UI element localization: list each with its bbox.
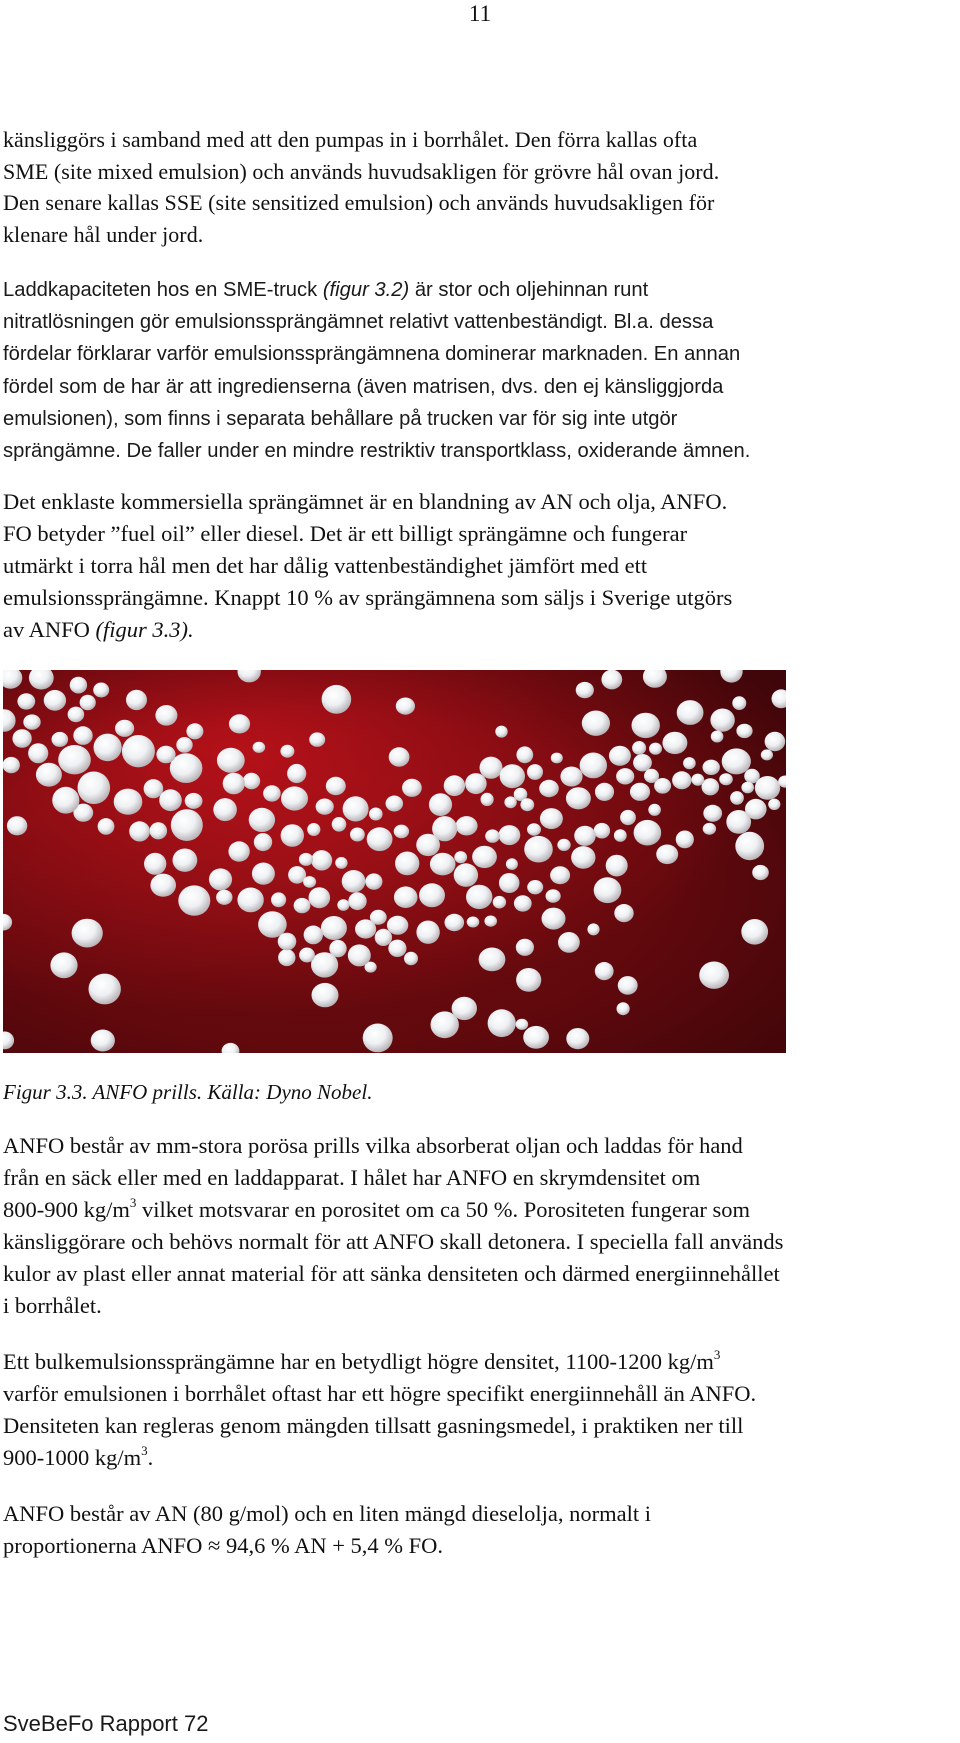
prill bbox=[395, 852, 419, 876]
text-line: utmärkt i torra hål men det har dålig vattenbeständighet jämfört med ett bbox=[3, 553, 648, 578]
prill bbox=[388, 940, 406, 957]
prill bbox=[444, 775, 465, 796]
prill bbox=[499, 825, 521, 845]
prill bbox=[672, 771, 691, 789]
prill bbox=[299, 948, 315, 963]
prill bbox=[618, 976, 638, 995]
prill bbox=[129, 821, 150, 841]
prill bbox=[171, 809, 203, 841]
prill bbox=[630, 783, 650, 801]
prill bbox=[243, 773, 260, 789]
prill bbox=[571, 846, 595, 869]
prill bbox=[58, 745, 91, 774]
prill bbox=[594, 823, 610, 839]
prill bbox=[703, 823, 716, 835]
prill bbox=[94, 734, 122, 762]
text-line: Densiteten kan regleras genom mängden tillsatt gasningsmedel, i praktiken ner till bbox=[3, 1413, 744, 1438]
prill bbox=[644, 769, 659, 783]
page-number: 11 bbox=[468, 1, 492, 26]
prill bbox=[17, 693, 35, 709]
text-line bbox=[3, 614, 958, 646]
prill bbox=[217, 748, 245, 773]
prill bbox=[355, 919, 376, 938]
prill bbox=[350, 828, 365, 842]
prill bbox=[456, 816, 478, 835]
text-line: känsliggörs i samband med att den pumpas in i borrhålet. Den förra kallas ofta bbox=[3, 127, 698, 152]
paragraph-anfo-composition bbox=[3, 1498, 958, 1562]
prill bbox=[307, 823, 320, 836]
prill bbox=[229, 714, 250, 733]
text-line bbox=[3, 1346, 958, 1378]
text-line: fördelar förklarar varför emulsionssprängämnena dominerar marknaden. En annan bbox=[3, 343, 741, 366]
prill bbox=[44, 690, 66, 711]
text-fragment: 900-1000 kg/m bbox=[3, 1445, 142, 1470]
prill bbox=[115, 720, 134, 737]
prill bbox=[93, 683, 109, 698]
prill bbox=[36, 763, 62, 787]
prill bbox=[52, 787, 79, 814]
text-line: känsliggörare och behövs normalt för att ANFO skall detonera. I speciella fall används bbox=[3, 1229, 784, 1254]
prill bbox=[155, 705, 177, 726]
prill bbox=[616, 768, 634, 784]
report-footer: SveBeFo Rapport 72 bbox=[3, 1711, 209, 1736]
prill bbox=[595, 962, 614, 980]
text-line: sprängämne. De faller under en mindre restriktiv transportklass, oxiderande ämnen. bbox=[3, 440, 751, 463]
prill bbox=[480, 757, 503, 779]
prill bbox=[348, 892, 366, 910]
prill bbox=[702, 778, 720, 795]
prill bbox=[634, 820, 662, 846]
prill bbox=[580, 753, 607, 779]
prill bbox=[452, 997, 477, 1020]
prill bbox=[765, 732, 786, 751]
prill bbox=[186, 723, 203, 739]
text-line: från en säck eller med en laddapparat. I hålet har ANFO en skrymdensitet om bbox=[3, 1165, 701, 1190]
prill bbox=[337, 899, 349, 911]
prill bbox=[614, 904, 633, 922]
text-line: kulor av plast eller annat material för att sänka densiteten och därmed energiinnehållet bbox=[3, 1261, 780, 1286]
prill bbox=[467, 917, 480, 928]
paragraph-emulsion-types bbox=[3, 124, 953, 250]
prill bbox=[178, 885, 210, 915]
prill bbox=[343, 796, 369, 821]
prill bbox=[335, 857, 347, 869]
prill bbox=[648, 804, 661, 816]
prill bbox=[454, 863, 478, 887]
prill bbox=[89, 974, 121, 1005]
prill bbox=[126, 690, 147, 710]
prill bbox=[249, 808, 275, 832]
prill bbox=[649, 743, 662, 755]
prill bbox=[396, 698, 415, 715]
prill bbox=[159, 789, 182, 811]
prill bbox=[699, 962, 729, 989]
prill bbox=[173, 849, 198, 872]
prill bbox=[601, 670, 622, 689]
text-line: klenare hål under jord. bbox=[3, 221, 204, 247]
prill bbox=[632, 713, 660, 738]
prill bbox=[73, 726, 92, 745]
prill bbox=[493, 896, 506, 909]
prill bbox=[156, 746, 175, 764]
text-fragment: Laddkapaciteten hos en SME-truck bbox=[3, 279, 323, 301]
prill bbox=[430, 853, 456, 876]
prill bbox=[566, 787, 591, 809]
prill bbox=[609, 746, 631, 766]
prill bbox=[524, 836, 553, 863]
text-line bbox=[3, 274, 958, 306]
text-fragment: Ett bulkemulsionssprängämne har en betydligt högre densitet, 1100-1200 kg/m bbox=[3, 1349, 714, 1374]
prill bbox=[367, 827, 393, 851]
prill bbox=[281, 786, 308, 810]
prill bbox=[633, 754, 652, 771]
prill bbox=[68, 707, 85, 723]
prill bbox=[761, 749, 773, 760]
text-fragment: av ANFO bbox=[3, 617, 96, 642]
prill bbox=[365, 873, 382, 889]
prill bbox=[520, 798, 534, 811]
prill bbox=[52, 732, 69, 747]
prill bbox=[176, 737, 192, 753]
prill bbox=[768, 799, 780, 810]
prill bbox=[322, 685, 352, 714]
prill bbox=[506, 858, 518, 870]
prill bbox=[321, 916, 347, 940]
text-fragment: . bbox=[147, 1445, 154, 1470]
prill bbox=[98, 818, 115, 835]
prill bbox=[445, 914, 465, 931]
prill bbox=[582, 711, 610, 736]
text-line: proportionerna ANFO ≈ 94,6 % AN + 5,4 % FO. bbox=[3, 1533, 444, 1558]
prill bbox=[614, 829, 627, 842]
prill bbox=[312, 983, 339, 1007]
prill bbox=[3, 757, 20, 773]
prill bbox=[326, 777, 346, 795]
prill bbox=[70, 677, 87, 694]
prill bbox=[23, 714, 40, 729]
prill bbox=[736, 724, 752, 738]
prill bbox=[278, 949, 295, 966]
prill bbox=[237, 888, 263, 913]
prill bbox=[617, 1002, 630, 1015]
prill bbox=[703, 805, 722, 822]
prill bbox=[253, 742, 266, 753]
prill bbox=[144, 779, 164, 798]
prill bbox=[465, 773, 487, 794]
prill bbox=[755, 776, 780, 800]
prill bbox=[122, 735, 155, 767]
anfo-prills-photo bbox=[3, 670, 786, 1053]
prill bbox=[223, 773, 245, 795]
prill bbox=[91, 1030, 115, 1052]
prill bbox=[7, 816, 27, 835]
prill bbox=[516, 1019, 529, 1030]
prill bbox=[287, 764, 306, 783]
text-line: SME (site mixed emulsion) och används huvudsakligen för grövre hål ovan jord. bbox=[3, 158, 720, 184]
prill bbox=[566, 1028, 589, 1049]
superscript: 3 bbox=[713, 1346, 721, 1362]
prill bbox=[402, 779, 422, 797]
prill bbox=[741, 782, 754, 794]
prill bbox=[516, 939, 534, 956]
paragraph-sme-truck bbox=[3, 274, 958, 467]
prill bbox=[271, 892, 286, 907]
prill bbox=[514, 895, 532, 911]
prill bbox=[485, 829, 500, 842]
prill bbox=[677, 700, 704, 725]
text-line: ANFO består av mm-stora porösa prills vilka absorberat oljan och laddas för hand bbox=[3, 1133, 743, 1158]
prill bbox=[309, 887, 331, 908]
prill bbox=[557, 839, 570, 851]
prill bbox=[429, 793, 452, 816]
prill bbox=[419, 883, 445, 907]
prill bbox=[404, 952, 418, 966]
text-line: Den senare kallas SSE (site sensitized emulsion) och används huvudsakligen för bbox=[3, 190, 715, 215]
prill bbox=[389, 747, 410, 766]
prill bbox=[691, 774, 704, 786]
prill bbox=[484, 916, 497, 927]
prill bbox=[332, 817, 347, 832]
text-line: ANFO består av AN (80 g/mol) och en liten mängd dieselolja, normalt i bbox=[3, 1501, 651, 1526]
prill bbox=[216, 890, 232, 905]
prill bbox=[527, 764, 543, 780]
text-line: i borrhålet. bbox=[3, 1293, 102, 1318]
prill bbox=[745, 799, 767, 820]
prill bbox=[722, 748, 751, 774]
prill bbox=[258, 911, 287, 937]
prill bbox=[309, 732, 325, 746]
prill bbox=[479, 948, 506, 972]
prill bbox=[394, 825, 409, 839]
paragraph-anfo-prills bbox=[3, 1130, 958, 1322]
prill bbox=[550, 866, 570, 884]
prill bbox=[676, 831, 694, 849]
prill bbox=[574, 826, 596, 846]
prill bbox=[683, 757, 696, 769]
prill bbox=[523, 1026, 549, 1049]
superscript: 3 bbox=[129, 1194, 137, 1210]
anfo-prills-image bbox=[3, 670, 786, 1053]
prill bbox=[656, 845, 678, 865]
prill bbox=[595, 783, 614, 801]
figure-caption: Figur 3.3. ANFO prills. Källa: Dyno Nobel. bbox=[3, 1080, 373, 1104]
prill bbox=[311, 850, 332, 870]
prill bbox=[280, 745, 294, 758]
text-line: varför emulsionen i borrhålet oftast har ett högre specifikt energiinnehåll än ANFO. bbox=[3, 1381, 757, 1406]
prill bbox=[752, 865, 769, 880]
prill bbox=[12, 729, 31, 748]
prill bbox=[551, 753, 563, 764]
prill bbox=[741, 919, 768, 945]
prill bbox=[50, 952, 77, 978]
prill bbox=[499, 873, 520, 893]
prill bbox=[466, 885, 492, 909]
prill bbox=[294, 898, 311, 913]
text-line: fördel som de har är att ingredienserna (även matrisen, dvs. den ej känsliggjorda bbox=[3, 375, 724, 398]
prill bbox=[80, 695, 96, 711]
prill bbox=[516, 746, 533, 763]
prill bbox=[209, 868, 232, 890]
prill bbox=[540, 808, 563, 829]
prill bbox=[730, 791, 744, 805]
paragraph-bulk-emulsion bbox=[3, 1346, 958, 1474]
prill bbox=[144, 853, 166, 875]
prill bbox=[252, 863, 275, 885]
prill bbox=[732, 696, 746, 710]
prill bbox=[78, 772, 111, 805]
prill bbox=[311, 952, 338, 977]
prill bbox=[394, 886, 418, 908]
prill bbox=[369, 808, 383, 821]
prill bbox=[213, 798, 237, 821]
text-fragment: är stor och oljehinnan runt bbox=[409, 279, 649, 301]
prill bbox=[587, 923, 599, 935]
prill bbox=[150, 822, 168, 839]
prill bbox=[703, 760, 720, 775]
paragraph-anfo-intro bbox=[3, 486, 958, 646]
text-fragment: 800-900 kg/m bbox=[3, 1197, 130, 1222]
prill bbox=[150, 874, 176, 897]
text-line: FO betyder ”fuel oil” eller diesel. Det är ett billigt sprängämne och fungerar bbox=[3, 521, 688, 546]
prill bbox=[114, 789, 143, 815]
prill bbox=[594, 877, 622, 903]
prill bbox=[735, 832, 764, 860]
prill bbox=[386, 796, 404, 812]
prill bbox=[278, 933, 297, 951]
prill bbox=[542, 908, 566, 930]
text-line bbox=[3, 1442, 958, 1474]
prill bbox=[620, 810, 636, 825]
prill bbox=[299, 853, 313, 866]
prill bbox=[254, 833, 272, 851]
prill bbox=[342, 870, 366, 893]
prill bbox=[416, 921, 439, 944]
prill bbox=[281, 824, 304, 847]
prill bbox=[481, 793, 494, 806]
prill bbox=[472, 846, 497, 868]
prill bbox=[576, 682, 594, 698]
text-line: Det enklaste kommersiella sprängämnet är en blandning av AN och olja, ANFO. bbox=[3, 489, 728, 514]
prill bbox=[72, 919, 103, 948]
prill bbox=[711, 731, 724, 743]
prill bbox=[632, 741, 646, 755]
prill bbox=[228, 841, 249, 861]
prill bbox=[304, 926, 323, 945]
prill bbox=[527, 880, 543, 894]
prill bbox=[387, 916, 408, 935]
prill bbox=[488, 1009, 516, 1037]
prill bbox=[495, 726, 507, 738]
prill bbox=[558, 932, 580, 953]
text-line: nitratlösningen gör emulsionssprängämnet relativt vattenbeständigt. Bl.a. dessa bbox=[3, 311, 714, 334]
prill bbox=[28, 743, 48, 763]
text-line: emulsionssprängämne. Knappt 10 % av sprängämnena som säljs i Sverige utgörs bbox=[3, 585, 733, 610]
prill bbox=[454, 851, 467, 863]
prill bbox=[348, 944, 371, 966]
prill bbox=[516, 968, 541, 992]
text-fragment: vilket motsvarar en porositet om ca 50 %. Porositeten fungerar som bbox=[136, 1197, 750, 1222]
prill bbox=[363, 1024, 393, 1053]
prill bbox=[527, 823, 541, 835]
prill bbox=[606, 855, 628, 877]
superscript: 3 bbox=[141, 1442, 148, 1458]
prill bbox=[710, 709, 734, 732]
prill bbox=[316, 799, 334, 815]
text-line bbox=[3, 1194, 958, 1226]
prill bbox=[416, 834, 440, 856]
prill bbox=[546, 889, 561, 903]
prill bbox=[539, 780, 559, 797]
figure-reference: (figur 3.2) bbox=[322, 279, 410, 301]
prill bbox=[185, 793, 203, 809]
prill bbox=[263, 785, 281, 801]
text-line: emulsionen), som finns i separata behållare på trucken var för sig inte utgör bbox=[3, 407, 678, 430]
prill bbox=[500, 764, 525, 788]
prill bbox=[303, 876, 316, 888]
figure-reference: (figur 3.3). bbox=[95, 617, 194, 642]
prill bbox=[719, 773, 733, 785]
prill bbox=[662, 732, 687, 754]
prill bbox=[560, 767, 582, 787]
